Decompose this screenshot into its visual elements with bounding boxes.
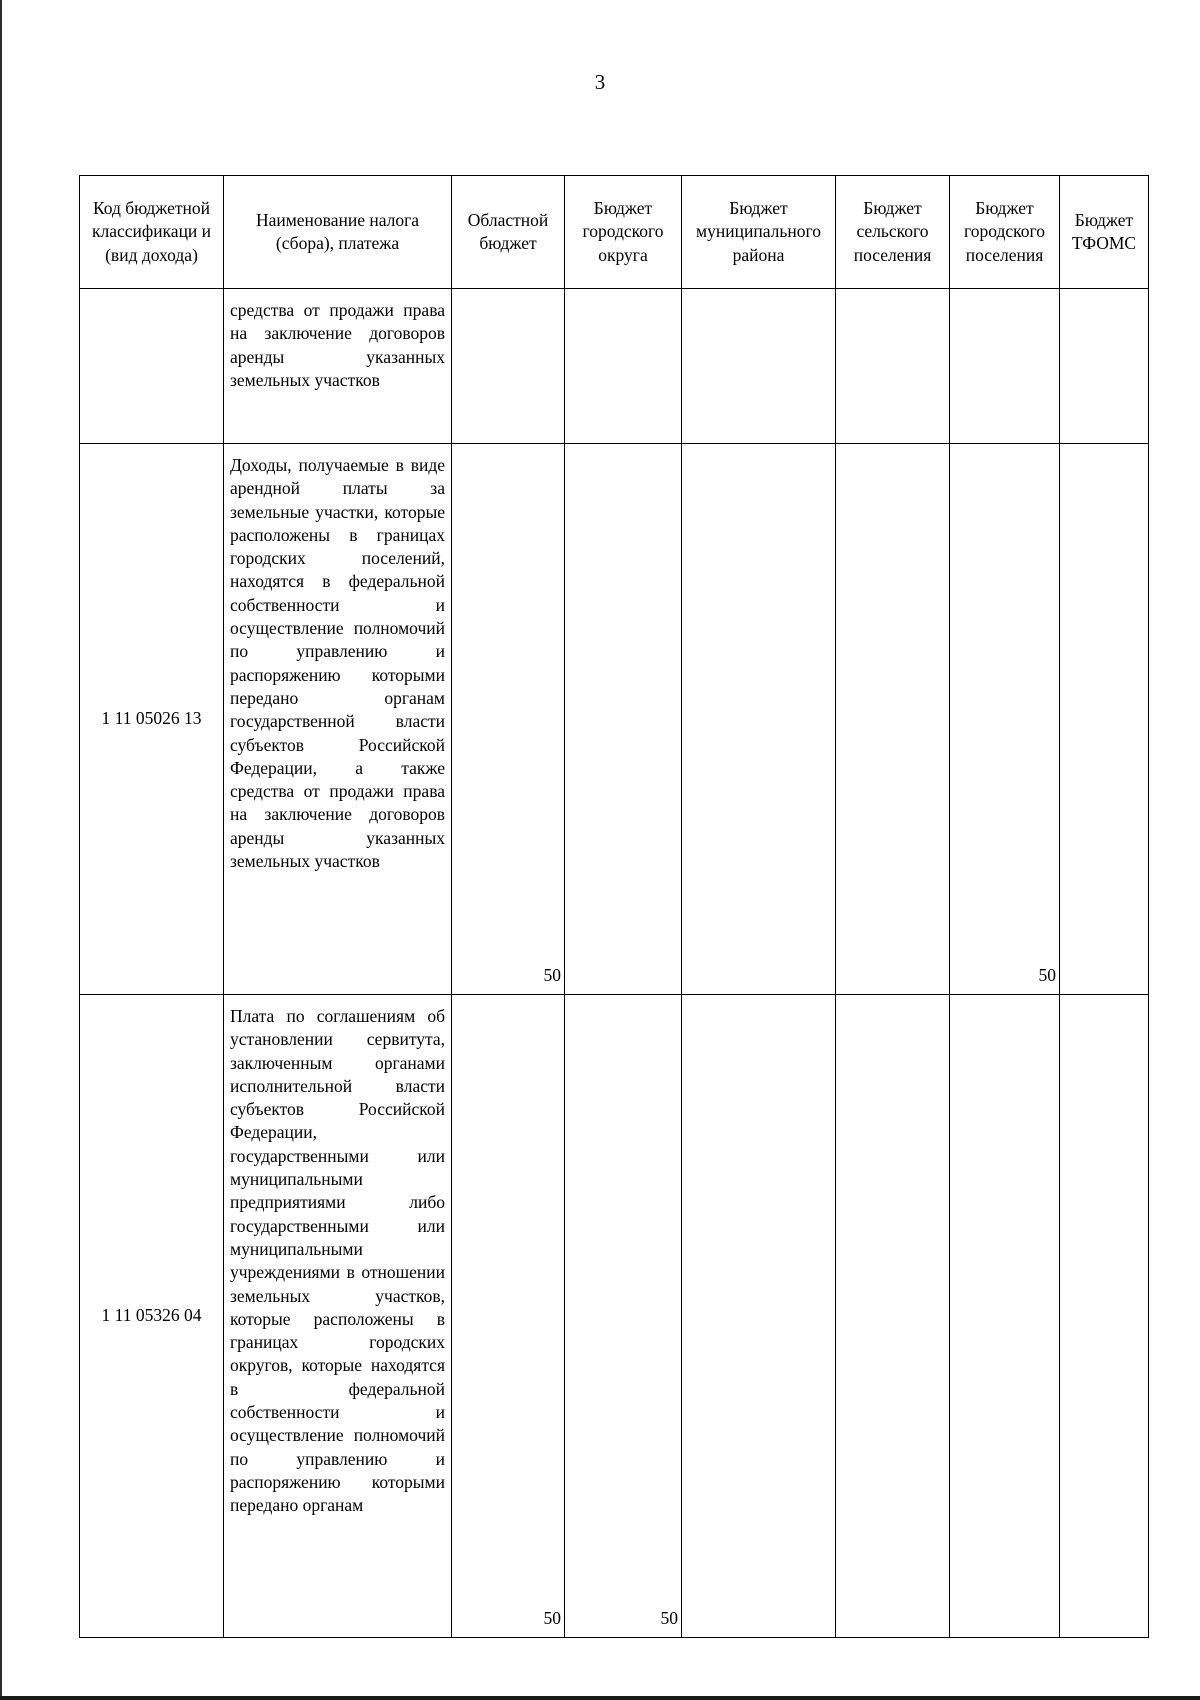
- row-name: средства от продажи права на заключение договоров аренды указанных земельных участков: [230, 300, 445, 390]
- row-value-urban-settlement: [950, 289, 1060, 444]
- row-value-city-district: [565, 289, 682, 444]
- row-value-rural-settlement: [836, 444, 950, 995]
- row-value-regional: 50: [452, 444, 565, 995]
- row-value-urban-settlement: [950, 995, 1060, 1638]
- header-municipal-district-budget: Бюджет муниципального района: [682, 176, 836, 289]
- header-urban-settlement-budget: Бюджет городского поселения: [950, 176, 1060, 289]
- scan-border-bottom: [0, 1696, 1200, 1700]
- row-name-cell: [224, 289, 452, 444]
- budget-revenue-table: [79, 175, 1149, 1638]
- scan-border-left: [0, 0, 2, 1700]
- table-header-row: [80, 176, 1149, 289]
- table-row: [80, 995, 1149, 1638]
- row-value-tfoms: [1060, 444, 1149, 995]
- row-name: Доходы, получаемые в виде арендной платы за земельные участки, которые расположены в границах городских поселений, находятся в федеральной собственности и осуществление полномочий по управлению и распоряжению которыми передано органам государственной власти субъектов Российской Федерации, а также средства от продажи права на заключение договоров аренды указанных земельных участков: [230, 455, 445, 872]
- row-value-city-district: [565, 444, 682, 995]
- row-value-regional: [452, 289, 565, 444]
- header-name: Наименование налога (сбора), платежа: [224, 176, 452, 289]
- row-value-rural-settlement: [836, 289, 950, 444]
- row-name: Плата по соглашениям об установлении сервитута, заключенным органами исполнительной власти субъектов Российской Федерации, государственными или муниципальными предприятиями либо государственными или муниципальными учреждениями в отношении земельных участков, которые расположены в границах городских округов, которые находятся в федеральной собственности и осуществление полномочий по управлению и распоряжению которыми передано органам: [230, 1006, 445, 1516]
- row-value-tfoms: [1060, 289, 1149, 444]
- row-value-urban-settlement: 50: [950, 444, 1060, 995]
- row-value-municipal-district: [682, 444, 836, 995]
- row-code: [80, 289, 224, 444]
- row-name-cell: [224, 995, 452, 1638]
- row-value-regional: 50: [452, 995, 565, 1638]
- table-row: [80, 444, 1149, 995]
- row-value-city-district: 50: [565, 995, 682, 1638]
- row-code: 1 11 05026 13: [80, 444, 224, 995]
- row-value-tfoms: [1060, 995, 1149, 1638]
- page-number: 3: [594, 70, 606, 94]
- header-rural-settlement-budget: Бюджет сельского поселения: [836, 176, 950, 289]
- header-regional-budget: Областной бюджет: [452, 176, 565, 289]
- row-value-municipal-district: [682, 289, 836, 444]
- header-code: Код бюджетной классификаци и (вид дохода): [80, 176, 224, 289]
- row-value-rural-settlement: [836, 995, 950, 1638]
- row-code: 1 11 05326 04: [80, 995, 224, 1638]
- table-row: [80, 289, 1149, 444]
- row-value-municipal-district: [682, 995, 836, 1638]
- header-tfoms-budget: Бюджет ТФОМС: [1060, 176, 1149, 289]
- row-name-cell: [224, 444, 452, 995]
- header-city-district-budget: Бюджет городского округа: [565, 176, 682, 289]
